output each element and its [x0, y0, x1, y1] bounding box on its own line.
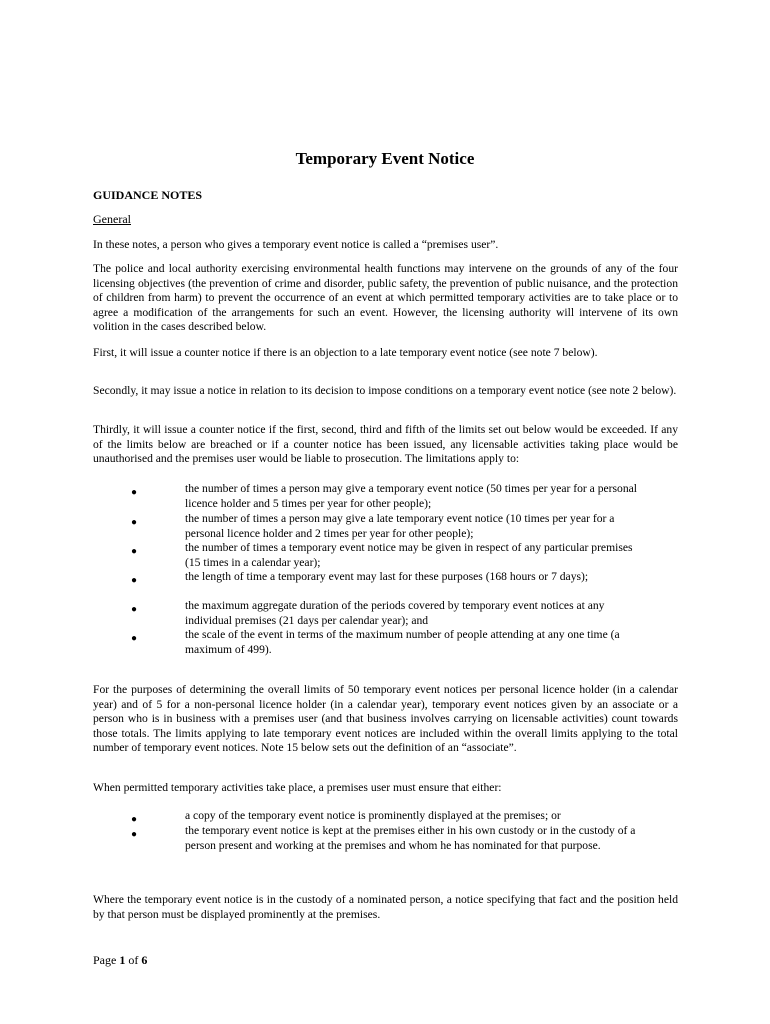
page-label: Page — [93, 953, 117, 967]
paragraph-thirdly: Thirdly, it will issue a counter notice if the first, second, third and fifth of the limits set out below would be exceeded. If any of the limits below are breached or if a counter notice has been issued, any licensable activities taking place would be unauthorised and the premises user would be liable to prosecution. The limitations apply to: — [93, 423, 678, 466]
bullet-icon: ● — [131, 546, 138, 557]
bullet-icon: ● — [131, 487, 138, 498]
limit-text: the number of times a temporary event notice may be given in respect of any particular premises (15 times in a calendar year); — [185, 541, 633, 569]
display-option-text: the temporary event notice is kept at the premises either in his own custody or in the custody of a person present and working at the premises and whom he has nominated for that purpose. — [185, 824, 636, 852]
bullet-icon: ● — [131, 814, 138, 825]
list-item — [93, 512, 653, 542]
paragraph-secondly: Secondly, it may issue a notice in relation to its decision to impose conditions on a temporary event notice (see note 2 below). — [93, 384, 677, 397]
paragraph-first: First, it will issue a counter notice if there is an objection to a late temporary event notice (see note 7 below). — [93, 346, 598, 359]
paragraph-purposes: For the purposes of determining the overall limits of 50 temporary event notices per personal licence holder (in a calendar year) and of 5 for a non-personal licence holder (in a calendar year), temporary event notices given by an associate or a person who is in business with a premises user (and that business involves carrying on licensable activities) count towards those totals. The limits applying to late temporary event notices are included within the overall limits applying to the total number of temporary event notices. Note 15 below sets out the definition of an “associate”. — [93, 683, 678, 755]
paragraph-premises-user: In these notes, a person who gives a temporary event notice is called a “premises user”. — [93, 238, 499, 251]
list-item — [93, 628, 653, 658]
limit-text: the number of times a person may give a temporary event notice (50 times per year for a personal licence holder and 5 times per year for other people); — [185, 482, 637, 510]
limit-text: the scale of the event in terms of the maximum number of people attending at any one time (a maximum of 499). — [185, 628, 620, 656]
limit-text: the length of time a temporary event may last for these purposes (168 hours or 7 days); — [185, 570, 589, 583]
paragraph-nominated: Where the temporary event notice is in the custody of a nominated person, a notice specifying that fact and the position held by that person must be displayed prominently at the premises. — [93, 893, 678, 921]
list-item — [93, 599, 653, 629]
bullet-icon: ● — [131, 829, 138, 840]
limit-text: the number of times a person may give a late temporary event notice (10 times per year for a personal licence holder and 2 times per year for other people); — [185, 512, 615, 540]
bullet-icon: ● — [131, 517, 138, 528]
paragraph-when: When permitted temporary activities take place, a premises user must ensure that either: — [93, 781, 502, 794]
document-title: Temporary Event Notice — [295, 149, 475, 168]
bullet-icon: ● — [131, 575, 138, 586]
display-option-text: a copy of the temporary event notice is prominently displayed at the premises; or — [185, 809, 561, 822]
list-item — [93, 541, 653, 571]
page-current: 1 — [119, 953, 126, 967]
guidance-notes-heading: GUIDANCE NOTES — [93, 188, 203, 202]
general-subheading: General — [93, 212, 131, 226]
bullet-icon: ● — [131, 633, 138, 644]
page-number — [93, 953, 147, 968]
list-item — [93, 570, 653, 600]
paragraph-police-authority: The police and local authority exercising environmental health functions may intervene on the grounds of any of the four licensing objectives (the prevention of crime and disorder, public safety, the prevention of public nuisance, and the protection of children from harm) to prevent the occurrence of an event at which permitted temporary activities are to take place or to agree a modification of the arrangements for such an event. However, the licensing authority will intervene of its own volition in the cases described below. — [93, 262, 678, 334]
limit-text: the maximum aggregate duration of the periods covered by temporary event notices at any individual premises (21 days per calendar year); and — [185, 599, 605, 627]
page-total: 6 — [141, 953, 148, 967]
list-item — [93, 824, 653, 870]
bullet-icon: ● — [131, 604, 138, 615]
list-item — [93, 482, 653, 512]
of-label: of — [128, 953, 139, 967]
